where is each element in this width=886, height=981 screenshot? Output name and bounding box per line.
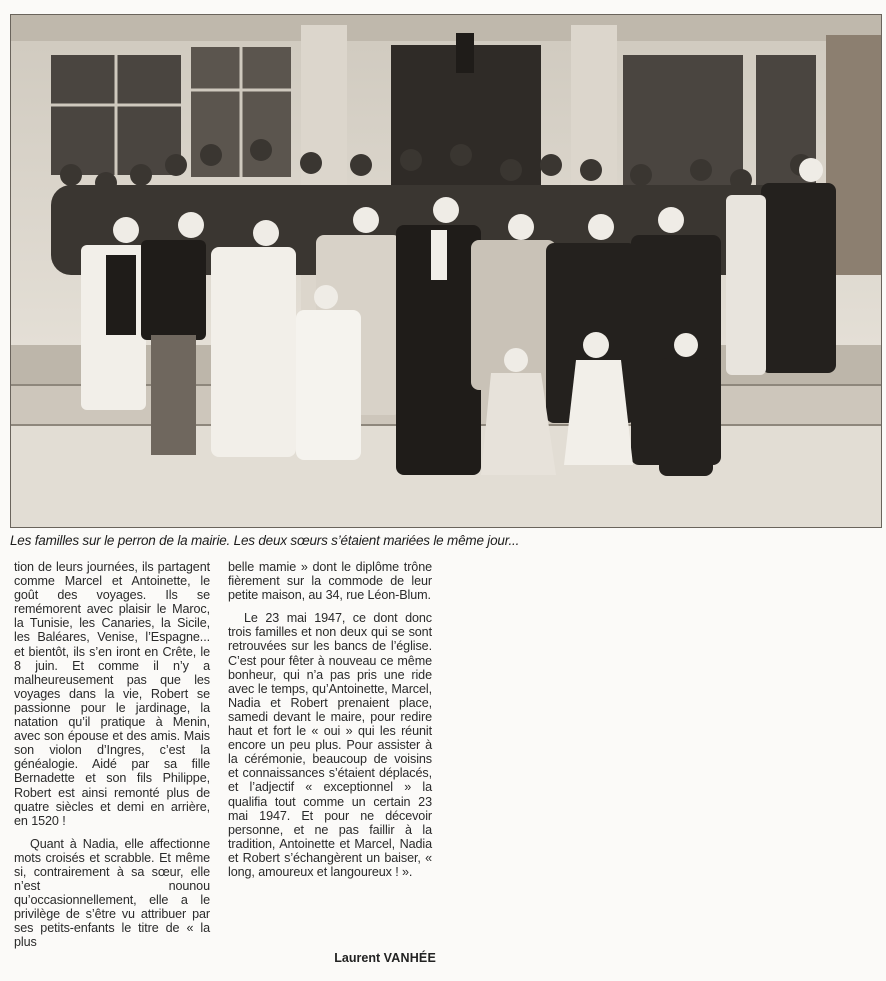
paragraph: tion de leurs journées, ils partagent comme Marcel et Antoinette, le goût des voyages. Ils se remémorent avec plaisir le Maroc, la Tunisie, les Canaries, la Sicile, les Baléares, Venise, l’Espagne... et bientôt, ils s’en iront en Crête, le 8 juin. Et comme il n’y a malheureusement pas que les voyages dans la vie, Robert se passionne pour le jardinage, la natation qu’il pratique à Menin, avec son épouse et des amis. Mais son violon d’Ingres, c’est la généalogie. Aidé par sa fille Bernadette et son fils Philippe, Robert est ainsi remonté plus de quatre siècles et demi en arrière, en 1520 ! xyxy=(14,560,210,828)
author-last-name: VANHÉE xyxy=(383,951,436,965)
article-column-1 xyxy=(14,560,210,950)
group-photo-image xyxy=(11,15,881,527)
paragraph: Le 23 mai 1947, ce dont donc trois familles et non deux qui se sont retrouvées sur les bancs de l’église. C’est pour fêter à nouveau ce même bonheur, qui n’a pas pris une ride avec le temps, qu’Antoinette, Marcel, Nadia et Robert prenaient place, samedi devant le maire, pour redire haut et fort le « oui » qui les réunit encore un peu plus. Pour assister à la cérémonie, beaucoup de voisins et connaissances s’étaient déplacés, et l’adjectif « exceptionnel » la qualifia tout comme un certain 23 mai 1947. Et pour ne décevoir personne, et ne pas faillir à la tradition, Antoinette et Marcel, Nadia et Robert s’échangèrent un baiser, « long, amoureux et langoureux ! ». xyxy=(228,611,432,879)
right-windows xyxy=(623,55,816,185)
paragraph: belle mamie » dont le diplôme trône fièrement sur la commode de leur petite maison, au 34, rue Léon-Blum. xyxy=(228,560,432,603)
cornice xyxy=(11,15,881,41)
group-photo xyxy=(10,14,882,528)
article-column-2 xyxy=(228,560,432,879)
photo-caption: Les familles sur le perron de la mairie. Les deux sœurs s’étaient mariées le même jour... xyxy=(10,533,520,548)
author-signature xyxy=(306,951,436,965)
paragraph: Quant à Nadia, elle affectionne mots croisés et scrabble. Et même si, contrairement à sa sœur, elle n’est nounou qu’occasionnellement, elle a le privilège de s’être vu attribuer par ses petits-enfants le titre de « la plus xyxy=(14,836,210,950)
author-first-name: Laurent xyxy=(334,951,381,965)
